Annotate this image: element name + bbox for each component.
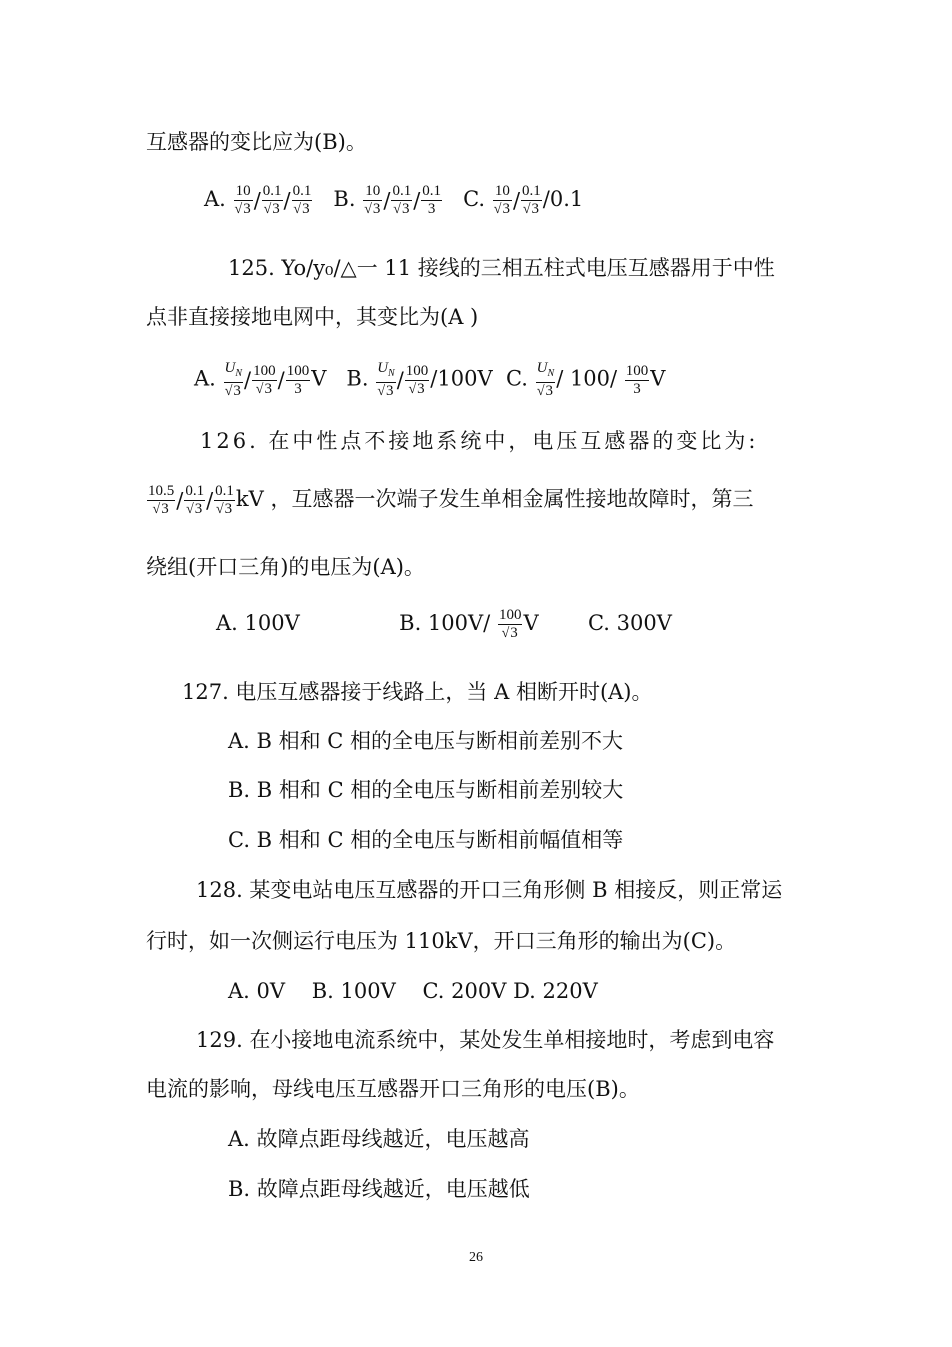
fraction: $\frac{100}{√3}$ bbox=[253, 362, 276, 397]
fraction: $\frac{U_N}{√3}$ bbox=[536, 360, 555, 399]
q128-line2: 行时，如一次侧运行电压为 110kV，开口三角形的输出为(C)。 bbox=[146, 929, 737, 953]
q125-options: A. $\frac{U_N}{√3}$ / $\frac{100}{√3}$ / $\frac{100}{3}$ V B. $\frac{U_N}{√3}$ / $\frac{100}{√3}$ /100V C. $\frac{U_N}{√3}$ / 100/ $\frac{100}{3}$ V bbox=[194, 360, 666, 399]
q129-line2: 电流的影响，母线电压互感器开口三角形的电压(B)。 bbox=[146, 1077, 640, 1101]
q128-line1: 128. 某变电站电压互感器的开口三角形侧 B 相接反，则正常运 bbox=[196, 878, 783, 902]
fraction: $\frac{10}{√3}$ bbox=[234, 183, 251, 217]
q124-options: A. $\frac{10}{√3}$ / $\frac{0.1}{√3}$ / $\frac{0.1}{√3}$ B. $\frac{10}{√3}$ / $\frac{0.1}{√3}$ / $\frac{0.1}{3}$ C. $\frac{10}{√3}$ / $\frac{0.1}{√3}$ /0.1 bbox=[204, 183, 584, 217]
q129-line1: 129. 在小接地电流系统中，某处发生单相接地时，考虑到电容 bbox=[196, 1028, 775, 1052]
q126-line3: 绕组(开口三角)的电压为(A)。 bbox=[146, 555, 425, 579]
q127-opt-a: A. B 相和 C 相的全电压与断相前差别不大 bbox=[228, 729, 624, 753]
q126-opt-b: B. 100V/ bbox=[399, 611, 491, 635]
q129-opt-b: B. 故障点距母线越近，电压越低 bbox=[228, 1177, 530, 1201]
fraction: $\frac{100}{3}$ bbox=[625, 362, 649, 397]
page-number: 26 bbox=[469, 1250, 483, 1265]
fraction: $\frac{0.1}{3}$ bbox=[422, 183, 442, 217]
q125-line2: 点非直接接地电网中，其变比为(A ) bbox=[146, 305, 479, 329]
fraction: $\frac{10}{√3}$ bbox=[364, 183, 381, 217]
q125-opt-b-label: B. bbox=[346, 366, 369, 391]
q125-opt-c-label: C. bbox=[505, 366, 528, 391]
q126-line1: 126. 在中性点不接地系统中，电压互感器的变比为: bbox=[200, 429, 759, 453]
q126-opt-c: C. 300V bbox=[587, 611, 672, 635]
q126-line2: $\frac{10.5}{√3}$ / $\frac{0.1}{√3}$ / $\frac{0.1}{√3}$ kV ，互感器一次端子发生单相金属性接地故障时，第三 bbox=[148, 483, 754, 517]
fraction: $\frac{10}{√3}$ bbox=[493, 183, 510, 217]
fraction: $\frac{100}{3}$ bbox=[286, 362, 310, 397]
fraction: $\frac{0.1}{√3}$ bbox=[185, 483, 205, 517]
fraction: $\frac{100}{√3}$ bbox=[498, 607, 522, 641]
q127-stem: 127. 电压互感器接于线路上，当 A 相断开时(A)。 bbox=[182, 680, 653, 704]
fraction: $\frac{0.1}{√3}$ bbox=[292, 183, 312, 217]
q124-opt-a-label: A. bbox=[204, 187, 226, 211]
fraction: $\frac{10.5}{√3}$ bbox=[148, 483, 175, 517]
q124-opt-b-label: B. bbox=[333, 187, 356, 211]
q127-opt-b: B. B 相和 C 相的全电压与断相前差别较大 bbox=[228, 778, 624, 802]
q126-options: A. 100V B. 100V/ $\frac{100}{√3}$ V C. 300V bbox=[216, 607, 672, 641]
q128-options: A. 0V B. 100V C. 200V D. 220V bbox=[228, 979, 598, 1003]
fraction: $\frac{0.1}{√3}$ bbox=[262, 183, 282, 217]
fraction: $\frac{U_N}{√3}$ bbox=[224, 360, 243, 399]
q124-opt-c-label: C. bbox=[463, 187, 486, 211]
q125-opt-a-label: A. bbox=[194, 366, 216, 391]
q129-opt-a: A. 故障点距母线越近，电压越高 bbox=[228, 1127, 530, 1151]
fraction: $\frac{0.1}{√3}$ bbox=[215, 483, 234, 517]
fraction: $\frac{100}{√3}$ bbox=[405, 362, 429, 397]
fraction: $\frac{0.1}{√3}$ bbox=[522, 183, 541, 217]
fraction: $\frac{U_N}{√3}$ bbox=[377, 360, 395, 399]
q126-opt-a: A. 100V bbox=[216, 611, 300, 635]
q124-tail: 互感器的变比应为(B)。 bbox=[146, 130, 367, 154]
fraction: $\frac{0.1}{√3}$ bbox=[392, 183, 412, 217]
q125-line1: 125. Yo/y₀/△一 11 接线的三相五柱式电压互感器用于中性 bbox=[228, 256, 775, 280]
q127-opt-c: C. B 相和 C 相的全电压与断相前幅值相等 bbox=[228, 828, 624, 852]
